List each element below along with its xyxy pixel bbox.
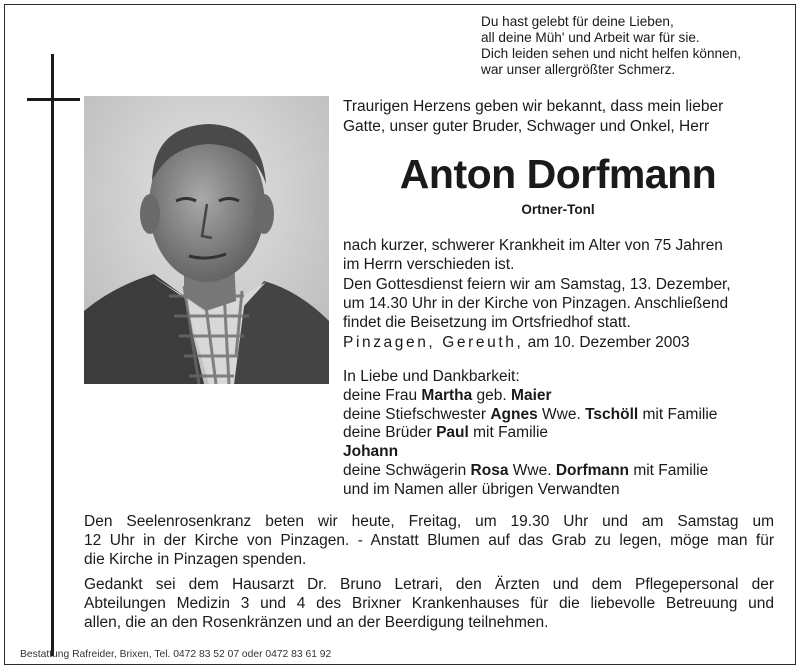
body-line: im Herrn verschieden ist. (343, 256, 515, 274)
deceased-nickname: Ortner-Tonl (521, 202, 595, 217)
mourners-heading: In Liebe und Dankbarkeit: (343, 368, 520, 385)
mourner-entry: deine Schwägerin Rosa Wwe. Dorfmann mit Familie (343, 461, 709, 479)
deceased-name: Anton Dorfmann (399, 151, 717, 197)
cross-icon (51, 54, 54, 656)
mourner-entry: deine Brüder Paul mit Familie (343, 424, 549, 442)
poem-line: all deine Müh' und Arbeit war für sie. (481, 30, 700, 45)
place: Pinzagen, Gereuth, (343, 334, 524, 351)
thanks-line: allen, die an den Rosenkränzen und an der Beerdigung teilnehmen. (84, 614, 549, 632)
thanks-line: Gedankt sei dem Hausarzt Dr. Bruno Letrari, den Ärzten und dem Pflegepersonal der (84, 576, 774, 593)
mourner-entry: und im Namen aller übrigen Verwandten (343, 480, 620, 498)
mourner-entry: deine Stiefschwester Agnes Wwe. Tschöll mit Familie (343, 405, 718, 423)
thanks-paragraph (84, 575, 774, 633)
intro-line: Traurigen Herzens geben wir bekannt, dass mein lieber (343, 98, 724, 115)
cross-icon-bar (27, 98, 80, 101)
poem-line: Du hast gelebt für deine Lieben, (481, 14, 674, 29)
poem-line: Dich leiden sehen und nicht helfen können, (481, 46, 741, 61)
rosary-line: die Kirche in Pinzagen spenden. (84, 551, 307, 569)
poem-line: war unser allergrößter Schmerz. (481, 62, 676, 77)
place-date (343, 333, 690, 352)
body-line: nach kurzer, schwerer Krankheit im Alter von 75 Jahren (343, 237, 723, 254)
mourners-list (343, 368, 783, 500)
intro-line: Gatte, unser guter Bruder, Schwager und Onkel, Herr (343, 118, 710, 135)
rosary-line: 12 Uhr in der Kirche von Pinzagen. - Anstatt Blumen auf das Grab zu legen, möge man für (84, 532, 774, 550)
mourner-entry: deine Frau Martha geb. Maier (343, 386, 552, 404)
portrait-photo (84, 96, 329, 384)
announcement-intro (343, 97, 773, 137)
poem (481, 14, 791, 78)
rosary-paragraph (84, 512, 774, 570)
date: am 10. Dezember 2003 (527, 334, 690, 351)
portrait-image (84, 96, 329, 384)
thanks-line: Abteilungen Medizin 3 und 4 des Brixner Krankenhauses für die liebevolle Betreuung und (84, 595, 774, 613)
rosary-line: Den Seelenrosenkranz beten wir heute, Freitag, um 19.30 Uhr und am Samstag um (84, 513, 774, 530)
mourner-entry: Johann (343, 443, 399, 461)
body-line: um 14.30 Uhr in der Kirche von Pinzagen. Anschließend (343, 294, 729, 312)
body-line: Den Gottesdienst feiern wir am Samstag, 13. Dezember, (343, 275, 731, 293)
announcement-body (343, 236, 783, 332)
body-line: findet die Beisetzung im Ortsfriedhof statt. (343, 314, 631, 332)
funeral-home-footer: Bestattung Rafreider, Brixen, Tel. 0472 83 52 07 oder 0472 83 61 92 (20, 649, 332, 660)
